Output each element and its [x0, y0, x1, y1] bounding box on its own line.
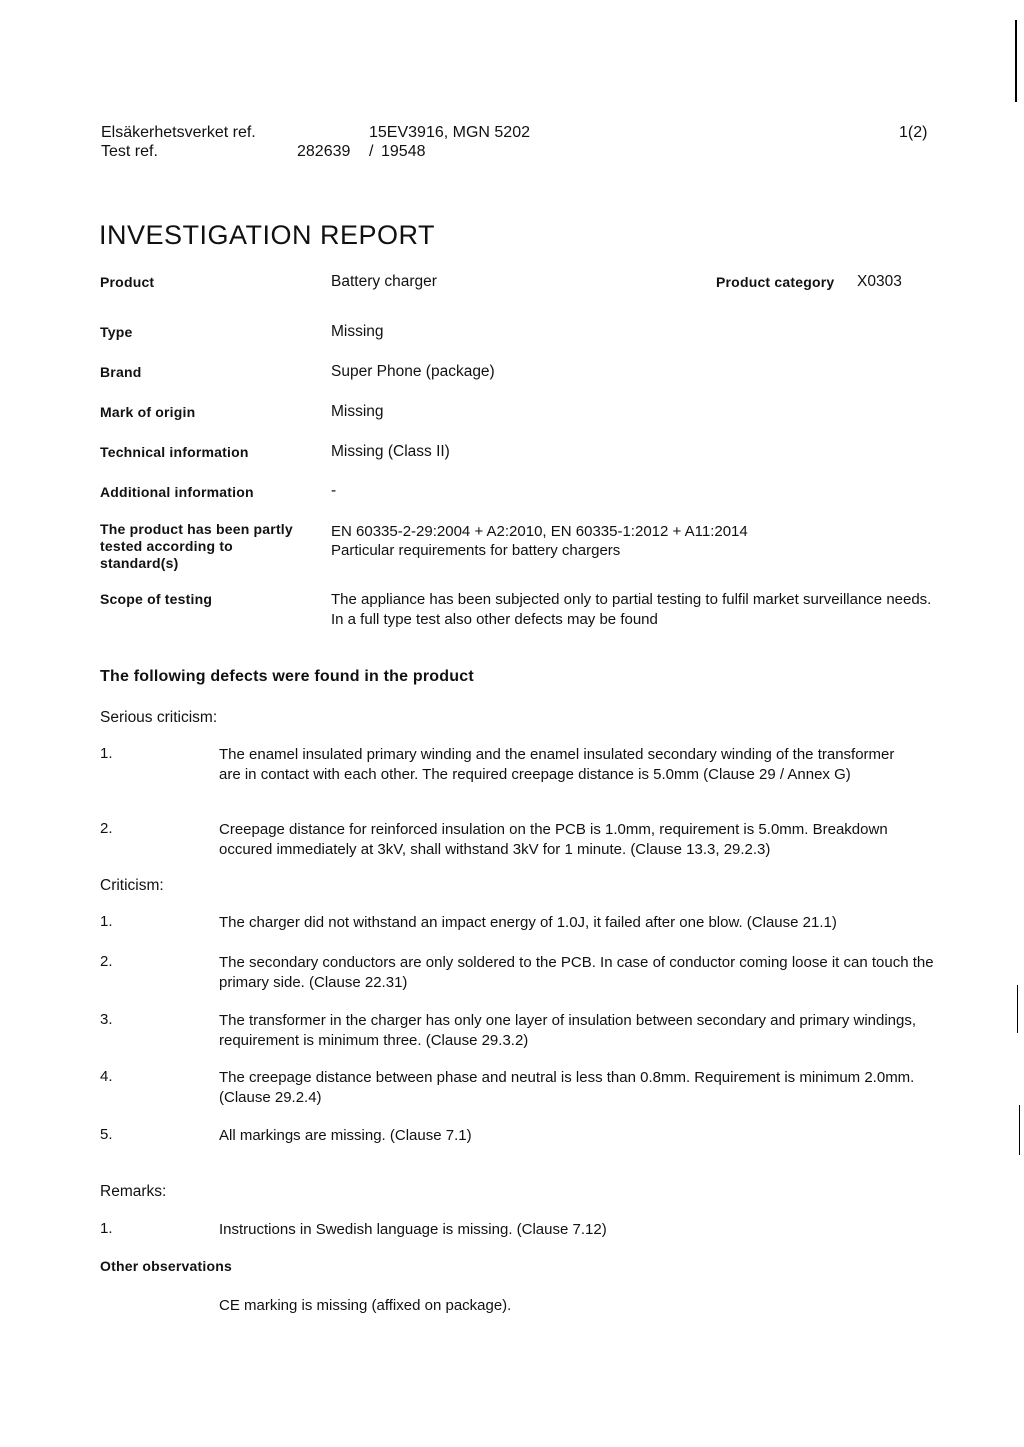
criticism-item-text: The secondary conductors are only soldered to the PCB. In case of conductor coming loose it can touch the primary side. (Clause 22.31) [219, 954, 934, 991]
remark-item-text: Instructions in Swedish language is missing. (Clause 7.12) [219, 1221, 607, 1238]
criticism-item-text: The creepage distance between phase and neutral is less than 0.8mm. Requirement is minimum 2.0mm. (Clause 29.2.4) [219, 1069, 915, 1106]
criticism-item-text: All markings are missing. (Clause 7.1) [219, 1127, 472, 1144]
scan-edge-mark [1019, 1105, 1020, 1155]
product-label: Product [100, 274, 155, 290]
mark-of-origin-label: Mark of origin [100, 404, 196, 420]
tested-standards-description: Particular requirements for battery chargers [331, 542, 621, 559]
test-ref-value-2: 19548 [381, 143, 426, 160]
criticism-heading: Criticism: [100, 877, 164, 894]
defects-heading: The following defects were found in the product [100, 668, 474, 685]
product-category-value: X0303 [857, 273, 902, 290]
product-value: Battery charger [331, 273, 437, 290]
scan-edge-mark [1015, 20, 1017, 102]
tested-standards-value: EN 60335-2-29:2004 + A2:2010, EN 60335-1:2012 + A11:2014 [331, 523, 748, 540]
serious-item-number: 1. [100, 745, 113, 762]
additional-information-label: Additional information [100, 484, 254, 500]
product-category-label: Product category [716, 274, 835, 290]
page-number: 1(2) [899, 124, 928, 141]
serious-item-text: The enamel insulated primary winding and the enamel insulated secondary winding of the transformer are in contact with each other. The required creepage distance is 5.0mm (Clause 29 / Annex G) [219, 746, 895, 783]
other-observations-text: CE marking is missing (affixed on package). [219, 1297, 512, 1314]
serious-item-number: 2. [100, 820, 113, 837]
test-ref-separator: / [369, 143, 374, 160]
criticism-item-text: The transformer in the charger has only one layer of insulation between secondary and primary windings, requirement is minimum three. (Clause 29.3.2) [219, 1012, 917, 1049]
criticism-item-number: 4. [100, 1068, 113, 1085]
serious-criticism-heading: Serious criticism: [100, 709, 218, 726]
brand-label: Brand [100, 364, 142, 380]
criticism-item-number: 3. [100, 1011, 113, 1028]
agency-ref-value: 15EV3916, MGN 5202 [369, 124, 530, 141]
remark-item-number: 1. [100, 1220, 113, 1237]
criticism-item-text: The charger did not withstand an impact energy of 1.0J, it failed after one blow. (Clause 21.1) [219, 914, 837, 931]
criticism-item-number: 2. [100, 953, 113, 970]
serious-item-text: Creepage distance for reinforced insulation on the PCB is 1.0mm, requirement is 5.0mm. Breakdown occured immediately at 3kV, shall withstand 3kV for 1 minute. (Clause 13.3, 29.2.3) [219, 821, 888, 858]
remarks-heading: Remarks: [100, 1183, 167, 1200]
technical-information-label: Technical information [100, 444, 249, 460]
technical-information-value: Missing (Class II) [331, 443, 450, 460]
other-observations-heading: Other observations [100, 1258, 232, 1274]
criticism-item-number: 5. [100, 1126, 113, 1143]
criticism-item-number: 1. [100, 913, 113, 930]
scan-edge-mark [1017, 985, 1018, 1033]
type-label: Type [100, 324, 133, 340]
mark-of-origin-value: Missing [331, 403, 384, 420]
scope-of-testing-value: The appliance has been subjected only to partial testing to fulfil market surveillance needs. In a full type test also other defects may be found [331, 591, 932, 628]
additional-information-value: - [331, 482, 337, 499]
page-title: INVESTIGATION REPORT [99, 220, 436, 250]
tested-standards-label: The product has been partly tested according to standard(s) [100, 521, 293, 571]
test-ref-value: 282639 [297, 143, 351, 160]
agency-ref-label: Elsäkerhetsverket ref. [101, 124, 256, 141]
scope-of-testing-label: Scope of testing [100, 591, 213, 607]
type-value: Missing [331, 323, 384, 340]
test-ref-label: Test ref. [101, 143, 158, 160]
brand-value: Super Phone (package) [331, 363, 495, 380]
